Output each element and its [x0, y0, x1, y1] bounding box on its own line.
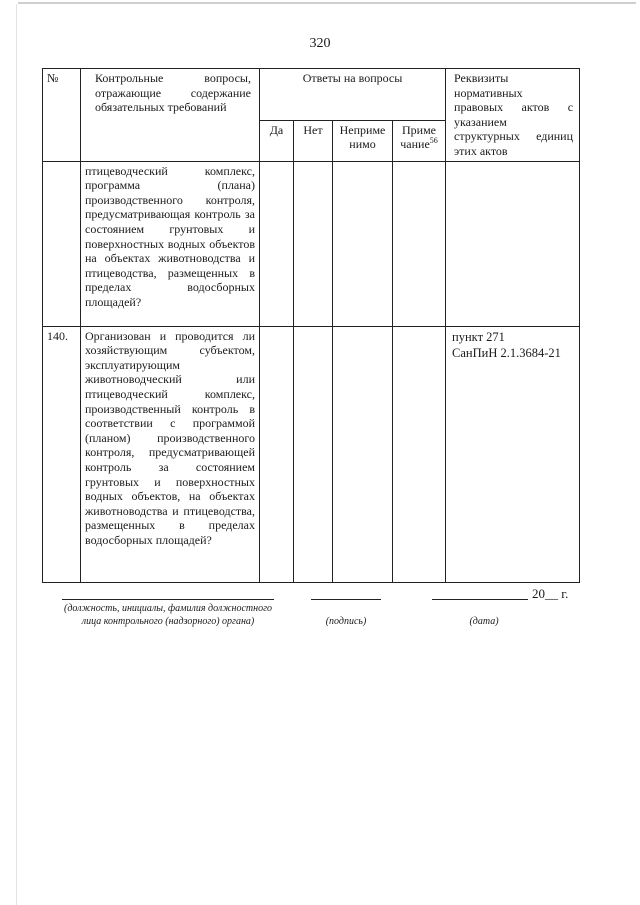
date-year-text: 20__ г.: [532, 586, 569, 601]
row-ref-line-2: СанПиН 2.1.3684-21: [452, 345, 561, 360]
checklist-table: [42, 68, 580, 583]
row-answer-yes: [260, 326, 294, 582]
row-answer-no: [294, 161, 333, 326]
row-answer-yes: [260, 161, 294, 326]
row-answer-na: [333, 161, 393, 326]
header-requisites: Реквизиты нормативных правовых актов с указанием структурных единиц этих актов: [446, 69, 580, 162]
header-not-applicable: Неприме нимо: [333, 120, 393, 161]
row-question: Организован и проводится ли хозяйствующим субъектом, эксплуатирующим животноводческий или птицеводческий комплекс, производственный контроль в соответствии с программой (планом) производственного контроля, предусматривающей контроль за состоянием грунтовых и поверхностных водных объектов, на объектах животноводства и птицеводства, размещенных в пределах водосборных площадей?: [81, 326, 260, 582]
row-requisites: [446, 326, 580, 582]
header-row: [43, 69, 580, 121]
row-number: 140.: [43, 326, 81, 582]
header-number: №: [43, 69, 81, 162]
position-caption-line-1: (должность, инициалы, фамилия должностного: [63, 603, 272, 614]
header-note: [393, 120, 446, 161]
row-ref-line-1: пункт 271: [452, 329, 505, 344]
header-answers: Ответы на вопросы: [260, 69, 446, 121]
position-caption-line-2: лица контрольного (надзорного) органа): [81, 616, 255, 627]
date-caption: (дата): [469, 616, 499, 627]
table-row: [43, 161, 580, 326]
row-answer-na: [333, 326, 393, 582]
row-answer-note: [393, 326, 446, 582]
table-row: [43, 326, 580, 582]
header-yes: Да: [260, 120, 294, 161]
page-top-edge: [18, 2, 636, 4]
page-number: 320: [309, 36, 331, 51]
row-question: птицеводческий комплекс, программа (плана) производственного контроля, предусматривающая контроль за состоянием грунтовых и поверхностных водных объектов на объектах животноводства и птицеводства, размещенных в пределах водосборных площадей?: [81, 161, 260, 326]
row-answer-note: [393, 161, 446, 326]
position-signature-line: [62, 599, 274, 600]
date-line: [432, 599, 528, 600]
position-caption: [40, 602, 296, 628]
row-number: [43, 161, 81, 326]
header-note-footnote: 56: [429, 136, 438, 146]
row-requisites: [446, 161, 580, 326]
header-questions: Контрольные вопросы, отражающие содержание обязательных требований: [81, 69, 260, 162]
page-left-edge: [16, 4, 17, 905]
row-answer-no: [294, 326, 333, 582]
header-note-label: Приме чание: [400, 122, 437, 152]
signature-line: [311, 599, 381, 600]
header-no: Нет: [294, 120, 333, 161]
signature-caption: (подпись): [325, 616, 367, 627]
